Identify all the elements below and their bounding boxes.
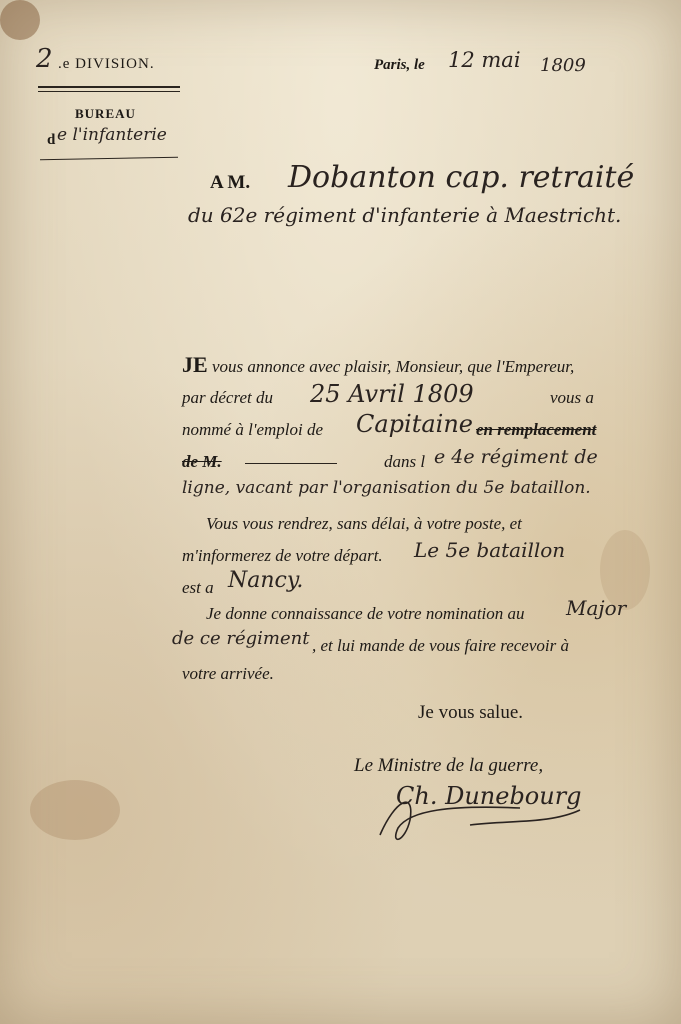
body-line-3a: nommé à l'emploi de — [182, 420, 324, 439]
regiment-handwritten: e 4e régiment de — [434, 446, 598, 468]
body-line-6: Vous vous rendrez, sans délai, à votre poste, et — [206, 514, 522, 533]
blank-line — [245, 463, 337, 464]
addressee-line2: du 62e régiment d'infanterie à Maestricht. — [188, 203, 622, 227]
date-handwritten: 12 mai — [448, 48, 521, 72]
body-line-1 — [182, 352, 574, 378]
body-line-5: ligne, vacant par l'organisation du 5e bataillon. — [182, 478, 591, 498]
struck-text: de M. — [182, 452, 222, 471]
bureau-rule — [40, 157, 178, 160]
addressee-name: Dobanton cap. retraité — [288, 160, 635, 195]
body-line-8a: est a — [182, 578, 214, 597]
bureau-handwritten: e l'infanterie — [57, 125, 167, 145]
address-prefix: A M. — [210, 172, 251, 193]
minister-title: Le Ministre de la guerre, — [354, 755, 544, 776]
signature-flourish — [370, 780, 590, 850]
body-line-2b: vous a — [550, 388, 594, 407]
body-text: vous annonce avec plaisir, Monsieur, que l'Empereur, — [207, 357, 575, 376]
decree-date: 25 Avril 1809 — [310, 380, 474, 408]
body-line-7a: m'informerez de votre départ. — [182, 546, 383, 565]
header-rule — [38, 86, 180, 88]
corner-stain — [0, 0, 40, 40]
year: 1809 — [540, 55, 586, 76]
division-label: .e DIVISION. — [58, 56, 155, 72]
struck-text: en remplacement — [476, 420, 597, 439]
body-line-2a: par décret du — [182, 388, 273, 407]
division-number: 2 — [36, 44, 53, 74]
signature: Ch. Dunebourg — [396, 782, 582, 810]
opening-capitals: JE — [182, 352, 208, 377]
battalion-handwritten: Le 5e bataillon — [414, 538, 566, 562]
body-line-4-mid: dans l — [384, 452, 426, 471]
major-handwritten: Major — [566, 596, 627, 620]
place-label: Paris, le — [374, 57, 425, 73]
town-handwritten: Nancy. — [228, 568, 304, 593]
stain — [30, 780, 120, 840]
body-line-10b: , et lui mande de vous faire recevoir à — [312, 636, 569, 655]
bureau-label: BUREAU — [75, 106, 136, 121]
body-line-11: votre arrivée. — [182, 664, 274, 683]
bureau-prefix: d — [47, 132, 56, 148]
rank-handwritten: Capitaine — [356, 410, 473, 438]
regiment-ref-handwritten: de ce régiment — [172, 628, 310, 649]
body-line-9a: Je donne connaissance de votre nomination au — [206, 604, 525, 623]
salutation: Je vous salue. — [418, 702, 524, 723]
header-rule-thin — [38, 91, 180, 92]
